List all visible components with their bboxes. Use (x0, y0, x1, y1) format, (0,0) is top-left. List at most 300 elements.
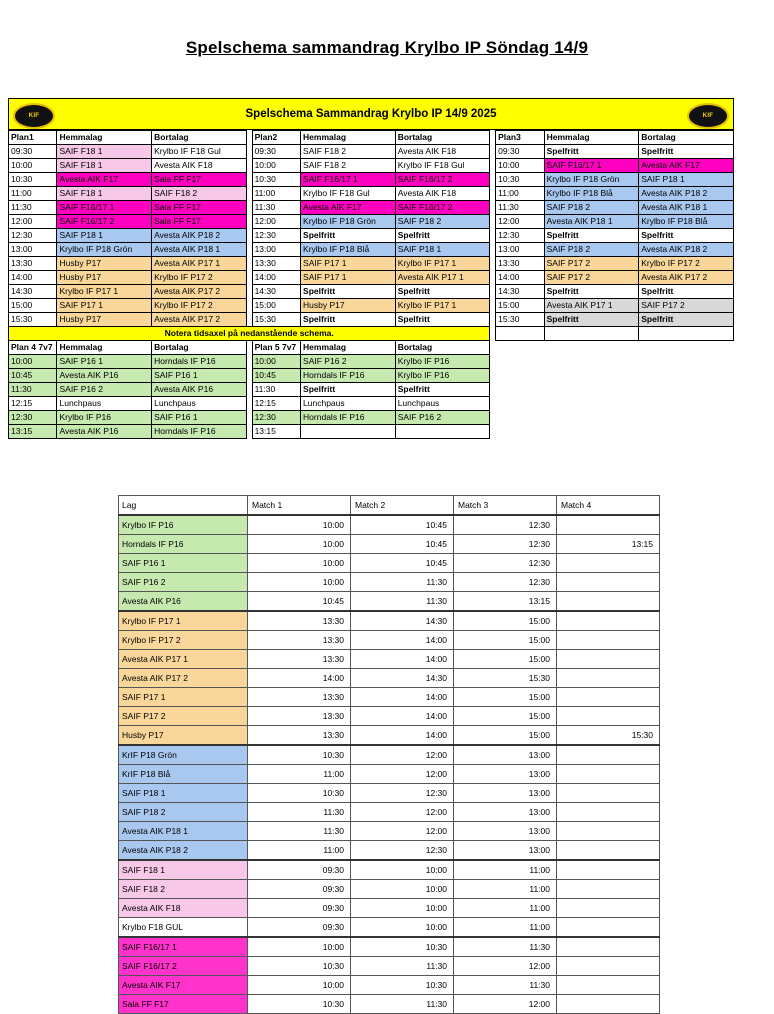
plan3-away: Avesta AIK P17 2 (639, 271, 734, 285)
plan1-away: Avesta AIK P18 1 (152, 243, 247, 257)
matrix-match1: 13:30 (248, 650, 351, 669)
plan2-time: 09:30 (252, 145, 300, 159)
plan5-time: 10:00 (252, 355, 300, 369)
matrix-team: SAIF F18 1 (119, 860, 248, 880)
table-row (9, 173, 734, 187)
plan3-away: Spelfritt (639, 229, 734, 243)
plan3-time: 10:00 (496, 159, 544, 173)
table-row (9, 159, 734, 173)
plan1-home: Krylbo IF P18 Grön (57, 243, 152, 257)
plan1-time: 15:00 (9, 299, 57, 313)
plan2-time: 15:00 (252, 299, 300, 313)
plan3-home: Avesta AIK P18 1 (544, 215, 639, 229)
plans-1-3-table (8, 130, 734, 439)
matrix-match2: 14:00 (351, 631, 454, 650)
plan2-home: SAIF F16/17 1 (301, 173, 396, 187)
plan2-away: SAIF F16/17 2 (395, 201, 490, 215)
matrix-team: Avesta AIK P16 (119, 592, 248, 612)
matrix-match1: 13:30 (248, 688, 351, 707)
schedule-banner (8, 98, 734, 130)
matrix-match2: 10:00 (351, 880, 454, 899)
matrix-match3: 12:00 (454, 957, 557, 976)
matrix-match1: 10:30 (248, 995, 351, 1014)
plan3-away: Avesta AIK P18 2 (639, 243, 734, 257)
plan1-time: 13:30 (9, 257, 57, 271)
plan3-time: 11:30 (496, 201, 544, 215)
plan4-away: Horndals IF P16 (152, 425, 247, 439)
plan4-time: 10:00 (9, 355, 57, 369)
plan2-time: 11:30 (252, 201, 300, 215)
plan3-home: Krylbo IF P18 Grön (544, 173, 639, 187)
matrix-match2: 12:00 (351, 822, 454, 841)
table-row (9, 411, 734, 425)
plan3-away: Krylbo IF P17 2 (639, 257, 734, 271)
plan1-time: 15:30 (9, 313, 57, 327)
matrix-match2: 14:00 (351, 650, 454, 669)
matrix-match1: 10:00 (248, 573, 351, 592)
matrix-match4 (557, 995, 660, 1014)
matrix-match2: 10:45 (351, 535, 454, 554)
plan3-time: 11:00 (496, 187, 544, 201)
plan1-away: Avesta AIK P17 1 (152, 257, 247, 271)
matrix-team: KrIF P18 Blå (119, 765, 248, 784)
plan1-time: 11:30 (9, 201, 57, 215)
plan4-header: Plan 4 7v7 (9, 341, 57, 355)
plan4-home: SAIF P16 2 (57, 383, 152, 397)
matrix-match1: 10:30 (248, 784, 351, 803)
matrix-team: Avesta AIK F17 (119, 976, 248, 995)
matrix-match3: 11:00 (454, 918, 557, 938)
plan1-time: 12:00 (9, 215, 57, 229)
matrix-match4 (557, 880, 660, 899)
plan4-away: Avesta AIK P16 (152, 383, 247, 397)
plan4-time: 12:15 (9, 397, 57, 411)
matrix-match2: 10:30 (351, 976, 454, 995)
plan1-time: 10:00 (9, 159, 57, 173)
team-match-matrix (118, 495, 660, 1014)
plan1-time: 10:30 (9, 173, 57, 187)
plan5-time: 13:15 (252, 425, 300, 439)
plan1-away: Sala FF F17 (152, 215, 247, 229)
matrix-match4 (557, 669, 660, 688)
plan1-home: SAIF P18 1 (57, 229, 152, 243)
matrix-match1: 13:30 (248, 631, 351, 650)
table-row (9, 369, 734, 383)
matrix-match4 (557, 860, 660, 880)
plan1-away: Sala FF F17 (152, 201, 247, 215)
top-schedule-block (8, 98, 734, 439)
club-logo-right-icon: KIF (687, 103, 729, 129)
plan2-away: Avesta AIK F18 (395, 187, 490, 201)
plan5-time: 11:30 (252, 383, 300, 397)
plan4-away: SAIF P16 1 (152, 369, 247, 383)
plan1-away: SAIF F18 2 (152, 187, 247, 201)
plan3-time: 13:00 (496, 243, 544, 257)
matrix-match1: 13:30 (248, 726, 351, 746)
matrix-match2: 14:30 (351, 669, 454, 688)
plan2-time: 13:00 (252, 243, 300, 257)
plan5-away: Krylbo IF P16 (395, 369, 490, 383)
matrix-match3: 13:00 (454, 841, 557, 861)
matrix-match1: 14:00 (248, 669, 351, 688)
plan2-home: Krylbo IF P18 Blå (301, 243, 396, 257)
matrix-match1: 11:00 (248, 765, 351, 784)
matrix-team: Sala FF F17 (119, 995, 248, 1014)
plan3-home: Spelfritt (544, 229, 639, 243)
plan4-home: Avesta AIK P16 (57, 369, 152, 383)
matrix-match3: 13:15 (454, 592, 557, 612)
matrix-match1: 10:30 (248, 745, 351, 765)
plan3-home: Spelfritt (544, 285, 639, 299)
table-row (9, 201, 734, 215)
matrix-match4 (557, 745, 660, 765)
table-row (9, 425, 734, 439)
plan5-away: SAIF P16 2 (395, 411, 490, 425)
table-row (119, 707, 660, 726)
matrix-match3: 15:00 (454, 726, 557, 746)
matrix-match2: 10:45 (351, 515, 454, 535)
matrix-match2: 14:00 (351, 688, 454, 707)
table-row (119, 957, 660, 976)
plan3-away: Spelfritt (639, 145, 734, 159)
table-row (119, 745, 660, 765)
matrix-match3: 12:30 (454, 535, 557, 554)
table-row (119, 995, 660, 1014)
matrix-team: Krylbo IF P16 (119, 515, 248, 535)
plan2-home: Krylbo IF P18 Grön (301, 215, 396, 229)
plan2-header: Plan2 (252, 131, 300, 145)
plan3-time: 10:30 (496, 173, 544, 187)
plan2-home: Krylbo IF F18 Gul (301, 187, 396, 201)
plan5-home: SAIF P16 2 (301, 355, 396, 369)
matrix-match4 (557, 573, 660, 592)
plan3-time: 13:30 (496, 257, 544, 271)
plan1-time: 14:00 (9, 271, 57, 285)
matrix-match4 (557, 688, 660, 707)
matrix-match1: 10:45 (248, 592, 351, 612)
table-header-row (9, 131, 734, 145)
plan5-home-header: Hemmalag (301, 341, 396, 355)
plan2-away: SAIF P18 1 (395, 243, 490, 257)
table-row (9, 397, 734, 411)
matrix-match1: 09:30 (248, 860, 351, 880)
table-row (9, 285, 734, 299)
table-row (119, 976, 660, 995)
plan2-away: Krylbo IF P17 1 (395, 299, 490, 313)
plan4-home: Avesta AIK P16 (57, 425, 152, 439)
plan2-home: Husby P17 (301, 299, 396, 313)
matrix-match3: 12:30 (454, 554, 557, 573)
plan4-time: 11:30 (9, 383, 57, 397)
plan4-time: 12:30 (9, 411, 57, 425)
matrix-match3: 11:00 (454, 899, 557, 918)
matrix-match3: 15:00 (454, 611, 557, 631)
plan2-away: Avesta AIK F18 (395, 145, 490, 159)
plan1-away-header: Bortalag (152, 131, 247, 145)
plan4-away: SAIF P16 1 (152, 411, 247, 425)
plan3-header: Plan3 (496, 131, 544, 145)
matrix-match4 (557, 554, 660, 573)
table-row (119, 631, 660, 650)
matrix-match4 (557, 841, 660, 861)
plan1-home: SAIF F18 1 (57, 159, 152, 173)
plan2-away-header: Bortalag (395, 131, 490, 145)
plan5-away: Spelfritt (395, 383, 490, 397)
matrix-match2: 12:30 (351, 784, 454, 803)
plan2-time: 10:00 (252, 159, 300, 173)
plan3-time: 12:30 (496, 229, 544, 243)
plan5-time: 10:45 (252, 369, 300, 383)
matrix-team: SAIF P17 2 (119, 707, 248, 726)
matrix-match3: 13:00 (454, 745, 557, 765)
plan2-away: SAIF F16/17 2 (395, 173, 490, 187)
matrix-match4 (557, 976, 660, 995)
matrix-col-match4: Match 4 (557, 496, 660, 516)
plan3-home: SAIF P18 2 (544, 243, 639, 257)
table-row (119, 650, 660, 669)
matrix-team: Avesta AIK P17 1 (119, 650, 248, 669)
matrix-team: SAIF F18 2 (119, 880, 248, 899)
plan1-home-header: Hemmalag (57, 131, 152, 145)
plan1-home: Avesta AIK F17 (57, 173, 152, 187)
matrix-match1: 09:30 (248, 899, 351, 918)
plan2-home: Spelfritt (301, 313, 396, 327)
plan3-away: Avesta AIK F17 (639, 159, 734, 173)
plan5-time: 12:30 (252, 411, 300, 425)
plan1-away: Krylbo IF F18 Gul (152, 145, 247, 159)
table-row (119, 554, 660, 573)
matrix-match3: 12:00 (454, 995, 557, 1014)
matrix-col-lag: Lag (119, 496, 248, 516)
table-row (9, 215, 734, 229)
plan2-away: Spelfritt (395, 313, 490, 327)
plan5-home (301, 425, 396, 439)
plan1-away: Avesta AIK F18 (152, 159, 247, 173)
plan2-time: 14:30 (252, 285, 300, 299)
matrix-match2: 12:30 (351, 841, 454, 861)
matrix-match3: 15:00 (454, 631, 557, 650)
matrix-col-match3: Match 3 (454, 496, 557, 516)
table-row (9, 243, 734, 257)
matrix-match1: 10:00 (248, 554, 351, 573)
plan3-away: Krylbo IF P18 Blå (639, 215, 734, 229)
table-row (9, 383, 734, 397)
table-row (119, 937, 660, 957)
plan3-time: 09:30 (496, 145, 544, 159)
matrix-match2: 12:00 (351, 765, 454, 784)
plan4-home: Lunchpaus (57, 397, 152, 411)
matrix-team: Avesta AIK P17 2 (119, 669, 248, 688)
plan2-home: SAIF P17 1 (301, 257, 396, 271)
plan2-home: Avesta AIK F17 (301, 201, 396, 215)
plan4-away: Lunchpaus (152, 397, 247, 411)
table-row (119, 726, 660, 746)
plan3-home: Spelfritt (544, 145, 639, 159)
plan1-home: Husby P17 (57, 257, 152, 271)
matrix-team: SAIF F16/17 1 (119, 937, 248, 957)
table-row (9, 145, 734, 159)
plan1-home: SAIF P17 1 (57, 299, 152, 313)
table-row (119, 765, 660, 784)
matrix-team: Avesta AIK P18 2 (119, 841, 248, 861)
table-row (9, 313, 734, 327)
plan2-home: SAIF P17 1 (301, 271, 396, 285)
table-row (119, 669, 660, 688)
plan3-time: 14:30 (496, 285, 544, 299)
matrix-match3: 15:00 (454, 707, 557, 726)
table-header-row (9, 341, 734, 355)
matrix-match3: 11:30 (454, 976, 557, 995)
plan2-time: 14:00 (252, 271, 300, 285)
matrix-match3: 15:00 (454, 650, 557, 669)
matrix-team: SAIF P18 1 (119, 784, 248, 803)
matrix-match4 (557, 957, 660, 976)
note-text: Notera tidsaxel på nedanstående schema. (9, 327, 490, 341)
matrix-match4 (557, 899, 660, 918)
plan3-away: Spelfritt (639, 313, 734, 327)
plan3-home: SAIF P17 2 (544, 271, 639, 285)
plan3-home: SAIF F16/17 1 (544, 159, 639, 173)
plan1-away: Sala FF F17 (152, 173, 247, 187)
matrix-match1: 09:30 (248, 880, 351, 899)
matrix-team: Krylbo IF P17 2 (119, 631, 248, 650)
plan1-home: SAIF F16/17 2 (57, 215, 152, 229)
table-row (119, 918, 660, 938)
matrix-match4 (557, 937, 660, 957)
table-row (119, 573, 660, 592)
matrix-team: Husby P17 (119, 726, 248, 746)
plan3-away: Avesta AIK P18 2 (639, 187, 734, 201)
matrix-match3: 13:00 (454, 822, 557, 841)
plan2-home: Spelfritt (301, 229, 396, 243)
plan4-away: Horndals IF P16 (152, 355, 247, 369)
table-row (119, 515, 660, 535)
matrix-match3: 15:30 (454, 669, 557, 688)
matrix-match1: 13:30 (248, 707, 351, 726)
matrix-team: SAIF F16/17 2 (119, 957, 248, 976)
plan1-away: Krylbo IF P17 2 (152, 299, 247, 313)
matrix-match2: 11:30 (351, 995, 454, 1014)
table-row (9, 257, 734, 271)
matrix-match1: 11:00 (248, 841, 351, 861)
matrix-team: SAIF P18 2 (119, 803, 248, 822)
plan2-time: 10:30 (252, 173, 300, 187)
team-match-matrix-block (118, 495, 653, 1014)
matrix-match3: 12:30 (454, 515, 557, 535)
plan5-away-header: Bortalag (395, 341, 490, 355)
matrix-match4 (557, 784, 660, 803)
plan3-away: SAIF P18 1 (639, 173, 734, 187)
plan2-home: SAIF F18 2 (301, 159, 396, 173)
plan3-home: Avesta AIK P17 1 (544, 299, 639, 313)
plan1-home: Husby P17 (57, 271, 152, 285)
table-row (119, 880, 660, 899)
table-row (9, 355, 734, 369)
plan4-away-header: Bortalag (152, 341, 247, 355)
matrix-match1: 11:30 (248, 822, 351, 841)
matrix-team: SAIF P16 1 (119, 554, 248, 573)
plan2-away: SAIF P18 2 (395, 215, 490, 229)
matrix-col-match1: Match 1 (248, 496, 351, 516)
matrix-match1: 11:30 (248, 803, 351, 822)
plan3-time: 15:30 (496, 313, 544, 327)
table-row (119, 803, 660, 822)
matrix-team: Avesta AIK F18 (119, 899, 248, 918)
matrix-col-match2: Match 2 (351, 496, 454, 516)
matrix-match1: 10:00 (248, 937, 351, 957)
matrix-team: Krylbo F18 GUL (119, 918, 248, 938)
table-row (119, 841, 660, 861)
matrix-match4 (557, 765, 660, 784)
plan5-home: Spelfritt (301, 383, 396, 397)
matrix-match2: 12:00 (351, 745, 454, 765)
plan5-away (395, 425, 490, 439)
matrix-match3: 11:00 (454, 880, 557, 899)
plan1-time: 13:00 (9, 243, 57, 257)
matrix-match1: 10:00 (248, 535, 351, 554)
plan3-away: SAIF P17 2 (639, 299, 734, 313)
matrix-match4 (557, 803, 660, 822)
matrix-match4 (557, 631, 660, 650)
matrix-match2: 11:30 (351, 957, 454, 976)
table-row (9, 229, 734, 243)
plan2-away: Spelfritt (395, 285, 490, 299)
matrix-match1: 13:30 (248, 611, 351, 631)
note-row (9, 327, 734, 341)
plan3-home: Krylbo IF P18 Blå (544, 187, 639, 201)
plan2-home: Spelfritt (301, 285, 396, 299)
table-row (119, 784, 660, 803)
matrix-match4 (557, 592, 660, 612)
table-row (9, 299, 734, 313)
plan1-header: Plan1 (9, 131, 57, 145)
matrix-match2: 14:00 (351, 726, 454, 746)
plan3-home: SAIF P18 2 (544, 201, 639, 215)
plan1-home: Husby P17 (57, 313, 152, 327)
table-row (119, 592, 660, 612)
plan1-away: Avesta AIK P17 2 (152, 313, 247, 327)
matrix-team: Krylbo IF P17 1 (119, 611, 248, 631)
plan2-time: 11:00 (252, 187, 300, 201)
plan5-away: Lunchpaus (395, 397, 490, 411)
matrix-header-row (119, 496, 660, 516)
plan5-header: Plan 5 7v7 (252, 341, 300, 355)
plan5-home: Lunchpaus (301, 397, 396, 411)
matrix-match2: 11:30 (351, 592, 454, 612)
matrix-match1: 09:30 (248, 918, 351, 938)
matrix-match3: 13:00 (454, 765, 557, 784)
matrix-match4: 13:15 (557, 535, 660, 554)
matrix-team: SAIF P17 1 (119, 688, 248, 707)
table-row (9, 271, 734, 285)
matrix-match4 (557, 650, 660, 669)
plan1-time: 11:00 (9, 187, 57, 201)
plan1-home: SAIF F18 1 (57, 145, 152, 159)
plan5-home: Horndals IF P16 (301, 369, 396, 383)
table-row (119, 688, 660, 707)
plan5-home: Horndals IF P16 (301, 411, 396, 425)
matrix-team: SAIF P16 2 (119, 573, 248, 592)
plan3-home-header: Hemmalag (544, 131, 639, 145)
plan2-time: 15:30 (252, 313, 300, 327)
table-row (119, 611, 660, 631)
page-title: Spelschema sammandrag Krylbo IP Söndag 14/9 (185, 38, 589, 57)
plan1-time: 14:30 (9, 285, 57, 299)
table-row (119, 822, 660, 841)
table-row (119, 535, 660, 554)
plan1-away: Avesta AIK P18 2 (152, 229, 247, 243)
matrix-match3: 12:30 (454, 573, 557, 592)
